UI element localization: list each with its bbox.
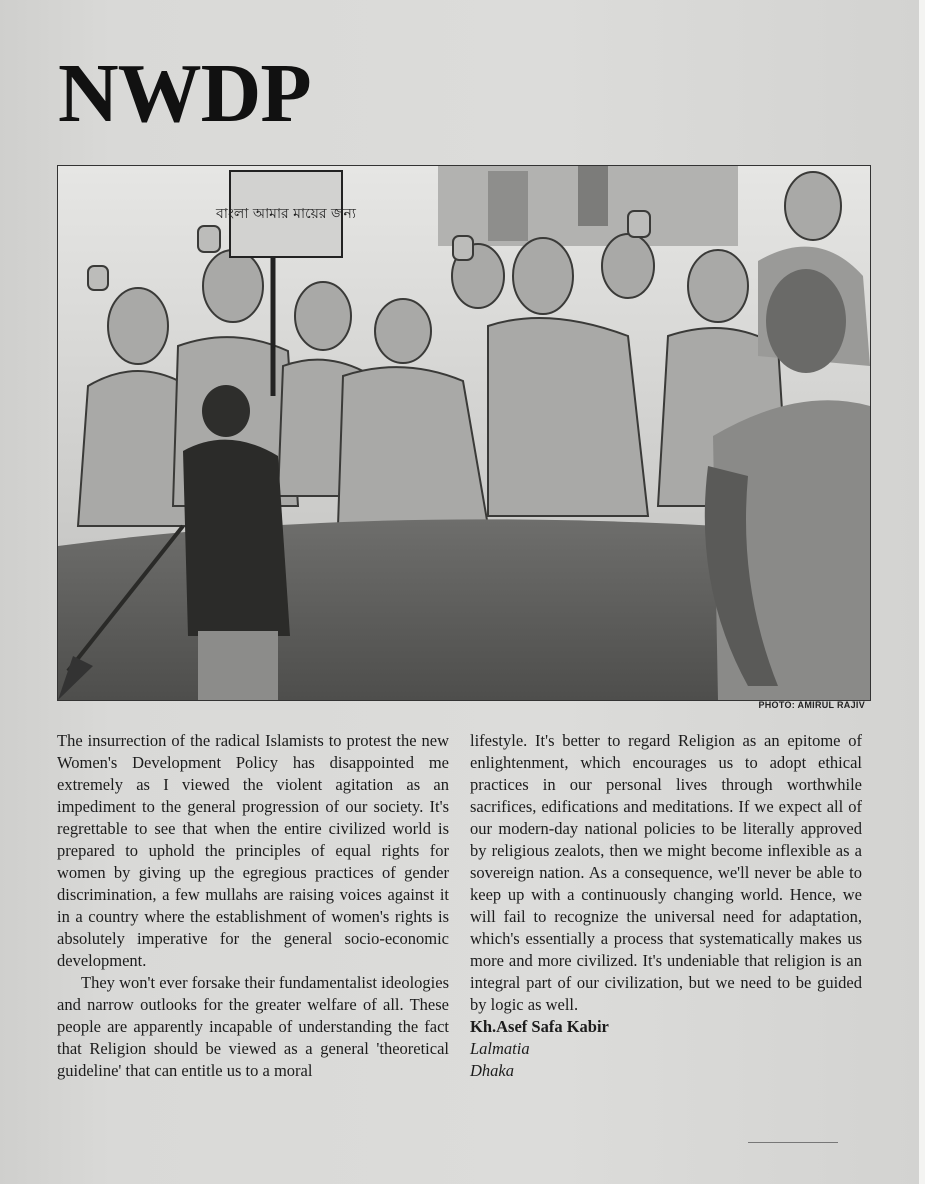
- end-rule: [748, 1142, 838, 1143]
- author-location-1: Lalmatia: [470, 1039, 530, 1058]
- placard-text: বাংলা আমার মায়ের জন্য: [216, 206, 356, 222]
- photo-credit: PHOTO: AMIRUL RAJIV: [758, 700, 865, 710]
- letter-paragraph-2: They won't ever forsake their fundamentalist ideologies and narrow outlooks for the greater welfare of all. These people are apparently incapable of understanding the fact that Religion should be viewed as a general 'theoretical guideline' that can entitle us to a moral: [57, 973, 449, 1080]
- headline: NWDP: [58, 47, 311, 140]
- protest-photo: [57, 165, 871, 701]
- page-edge: [919, 0, 925, 1184]
- letter-paragraph-3: lifestyle. It's better to regard Religion as an epitome of enlightenment, which encourages us to adopt ethical practices in our personal lives through worthwhile sacrifices, edifications and meditations. If we expect all of our modern-day national policies to be literally approved by religious zealots, then we might become inflexible as a sovereign nation. As a consequence, we'll never be able to keep up with a continuously changing world. Hence, we will fail to recognize the universal need for adaptation, which's essentially a process that systematically makes us more and more civilized. It's undeniable that religion is an integral part of our civilization, but we need to be guided by logic as well.: [470, 731, 862, 1014]
- author-name: Kh.Asef Safa Kabir: [470, 1017, 609, 1036]
- letter-column-2: [470, 730, 862, 1082]
- letter-paragraph-1: The insurrection of the radical Islamists to protest the new Women's Development Policy has disappointed me extremely as I viewed the violent agitation as an impediment to the general progression of our society. It's regrettable to see that when the entire civilized world is prepared to uphold the principles of equal rights for women by giving up the egregious practices of gender discrimination, a few mullahs are raising voices against it in a country where the establishment of women's rights is absolutely imperative for the general socio-economic development.: [57, 731, 449, 970]
- author-location-2: Dhaka: [470, 1061, 514, 1080]
- protest-illustration: [58, 166, 870, 700]
- letter-column-1: [57, 730, 449, 1082]
